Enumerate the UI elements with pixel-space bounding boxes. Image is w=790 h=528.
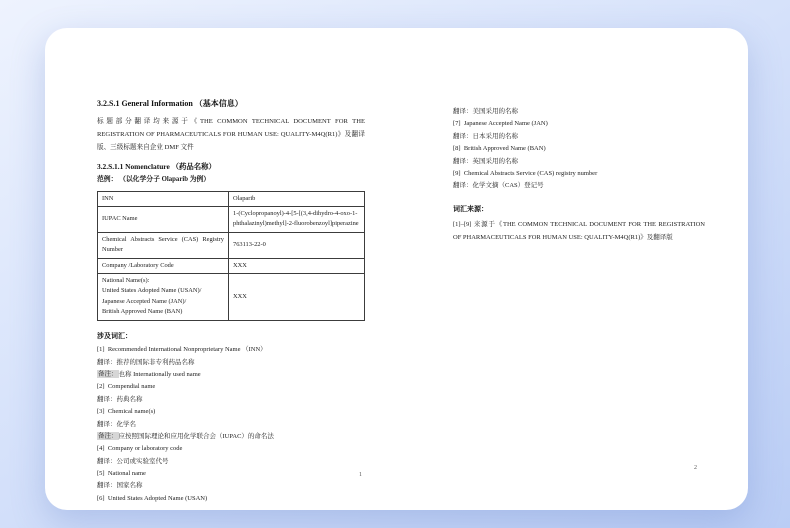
- list-item-text: 翻译：化学文摘（CAS）登记号: [453, 182, 544, 190]
- list-item-text: 翻译：药典名称: [97, 395, 143, 403]
- list-item-text: 翻译：日本采用的名称: [453, 132, 518, 140]
- table-row: [98, 259, 364, 274]
- source-paragraph: [1]–[9] 来源于《THE COMMON TECHNICAL DOCUMENT FOR THE REGISTRATION OF PHARMACEUTICALS FOR HUMAN USE: QUALITY-M4Q(R1)》及翻译版: [453, 221, 705, 242]
- source-heading: 词汇来源：: [453, 205, 488, 214]
- list-item-text: [4] Company or laboratory code: [97, 445, 183, 453]
- list-item-text: 翻译：国家名称: [97, 482, 143, 490]
- list-item: [97, 444, 365, 455]
- table-row: [98, 233, 364, 259]
- list-item-text: 翻译：公司或实验室代号: [97, 457, 169, 465]
- list-item: [97, 358, 365, 369]
- list-item: [97, 457, 365, 468]
- vocab-list: [97, 345, 365, 504]
- section-heading: 3.2.S.1 General Information （基本信息）: [97, 99, 243, 108]
- table-value-cell: 1-(Cyclopropanoyl)-4-[5-[(3,4-dihydro-4-oxo-1-phthalazinyl)methyl]-2-fluorobenzoyl]piperazine: [233, 210, 359, 228]
- table-label-cell: INN: [98, 192, 229, 206]
- table-label-cell: IUPAC Name: [98, 207, 229, 232]
- table-value-cell: XXX: [233, 292, 247, 300]
- note-highlight: 备注：: [98, 370, 118, 378]
- list-item-text: 应按照国际理论和应用化学联合会（IUPAC）的命名法: [118, 432, 274, 440]
- list-item-text: [9] Chemical Abstracts Service (CAS) registry number: [453, 169, 598, 177]
- nomenclature-table: [97, 191, 365, 321]
- table-label-cell: Company /Laboratory Code: [98, 259, 229, 273]
- list-item: [97, 494, 365, 505]
- table-row: [98, 192, 364, 207]
- list-item-text: 翻译：化学名: [97, 420, 136, 428]
- list-item-text: [5] National name: [97, 470, 146, 478]
- list-item: [97, 370, 365, 381]
- list-item: [453, 181, 729, 192]
- list-item: [97, 345, 365, 356]
- list-item-text: [7] Japanese Accepted Name (JAN): [453, 120, 548, 128]
- list-item-text: [1] Recommended International Nonproprietary Name （INN）: [97, 346, 267, 354]
- list-item: [453, 169, 729, 180]
- intro-paragraph: 标题部分翻译均来源于《THE COMMON TECHNICAL DOCUMENT FOR THE REGISTRATION OF PHARMACEUTICALS FOR HUMAN USE: QUALITY-M4Q(R1)》及翻译版、三级标题来自企业 DMF 文件: [97, 118, 365, 152]
- list-item: [97, 407, 365, 418]
- table-row: [98, 274, 364, 320]
- list-item: [453, 132, 729, 143]
- table-row: [98, 207, 364, 233]
- table-value-cell: Olaparib: [233, 194, 256, 202]
- document-page-1: [97, 98, 365, 506]
- table-value-cell: XXX: [233, 261, 247, 269]
- document-card: [45, 28, 748, 510]
- page-number: 1: [359, 472, 362, 478]
- table-value-cell: 763113-22-0: [233, 241, 266, 249]
- list-item: [453, 119, 729, 130]
- subsection-heading: 3.2.S.1.1 Nomenclature （药品名称）: [97, 161, 216, 171]
- list-item: [97, 481, 365, 492]
- list-item: [97, 420, 365, 431]
- page-number: 2: [694, 465, 697, 471]
- list-item: [97, 395, 365, 406]
- example-line: 范例： （以化学分子 Olaparib 为例）: [97, 175, 211, 183]
- note-highlight: 备注：: [98, 432, 118, 440]
- list-item-text: [2] Compendial name: [97, 383, 156, 391]
- document-page-2: [453, 107, 729, 244]
- list-item-text: 也称 Internationally used name: [118, 370, 201, 378]
- list-item-text: 翻译：英国采用的名称: [453, 157, 518, 165]
- vocab-heading: 涉及词汇：: [97, 331, 132, 340]
- list-item-text: [8] British Approved Name (BAN): [453, 145, 546, 153]
- list-item: [453, 144, 729, 155]
- table-label-cell: Chemical Abstracts Service (CAS) Registry Number: [98, 233, 229, 258]
- list-item-text: 翻译：美国采用的名称: [453, 108, 518, 115]
- list-item-text: [6] United States Adopted Name (USAN): [97, 494, 208, 502]
- list-item-text: 翻译：推荐的国际非专利药品名称: [97, 358, 195, 366]
- list-item-text: [3] Chemical name(s): [97, 408, 156, 416]
- table-label-cell: National Name(s): United States Adopted Name (USAN)/ Japanese Accepted Name (JAN)/ British Approved Name (BAN): [98, 274, 229, 320]
- vocab-list-continued: [453, 107, 729, 192]
- list-item: [97, 432, 365, 443]
- list-item: [453, 107, 729, 118]
- list-item: [97, 469, 365, 480]
- list-item: [453, 157, 729, 168]
- list-item: [97, 382, 365, 393]
